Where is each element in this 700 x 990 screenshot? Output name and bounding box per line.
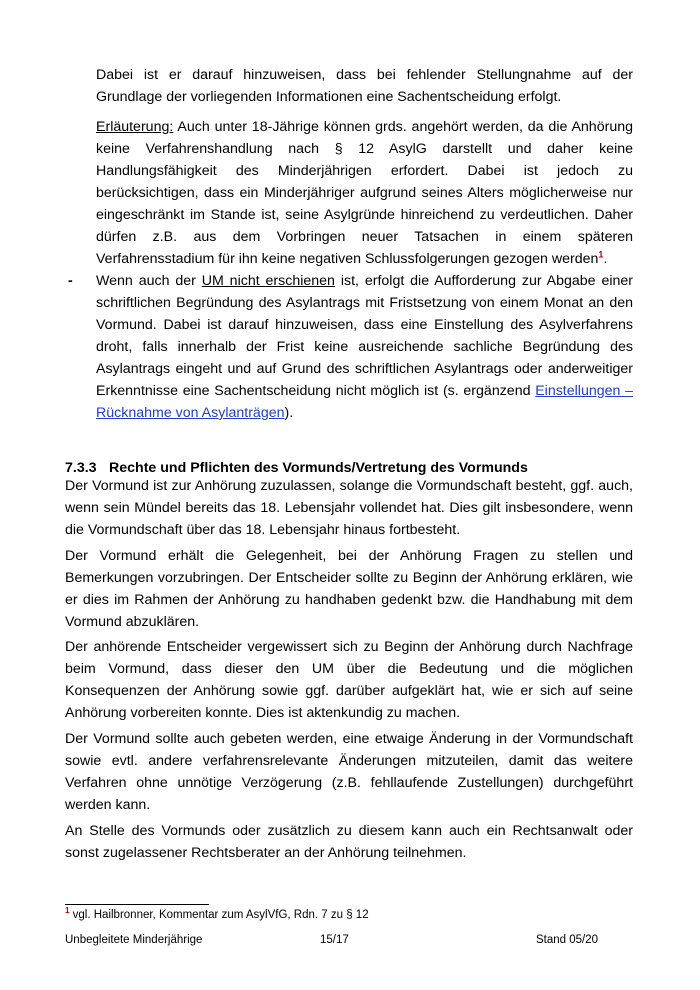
section-paragraph: Der Vormund erhält die Gelegenheit, bei der Anhörung Fragen zu stellen und Bemerkungen vorzubringen. Der Entscheider sollte zu Beginn der Anhörung erklären, wie er dies im Rahmen der Anhörung zu handhaben gedenkt bzw. die Handhabung mit dem Vormund abzuklären.	[65, 548, 633, 630]
footer-page-number: 15/17	[320, 934, 349, 946]
bullet-underlined-phrase: UM nicht erschienen	[201, 273, 335, 289]
footer-title: Unbegleitete Minderjährige	[65, 934, 203, 946]
explanation-end: .	[603, 251, 608, 267]
paragraph-explanation	[96, 116, 633, 270]
explanation-text: Auch unter 18-Jährige können grds. angehört werden, da die Anhörung keine Verfahrenshandlung nach § 12 AsylG darstellt und daher keine Handlungsfähigkeit des Minderjährigen erfordert. Dabei ist jedoch zu berücksichtigen, dass ein Minderjähriger aufgrund seines Alters möglicherweise nur eingeschränkt im Stande ist, seine Asylgründe hinreichend zu verdeutlichen. Daher dürfen z.B. aus dem Vorbringen neuer Tatsachen in einem späteren Verfahrensstadium für ihn keine negativen Schlussfolgerungen gezogen werden	[96, 119, 633, 267]
section-paragraph: Der Vormund ist zur Anhörung zuzulassen, solange die Vormundschaft besteht, ggf. auch, wenn sein Mündel bereits das 18. Lebensjahr vollendet hat. Dies gilt insbesondere, wenn die Vormundschaft über das 18. Lebensjahr hinaus fortbesteht.	[65, 478, 633, 538]
explanation-label: Erläuterung:	[96, 119, 174, 135]
section-number: 7.3.3	[65, 460, 97, 476]
paragraph-hint-text: Dabei ist er darauf hinzuweisen, dass bei fehlender Stellungnahme auf der Grundlage der vorliegenden Informationen eine Sachentscheidung erfolgt.	[96, 67, 633, 105]
footnote	[65, 908, 369, 922]
footnote-reference[interactable]: 1	[598, 249, 604, 260]
footnote-separator	[65, 904, 209, 905]
footnote-number: 1	[65, 906, 70, 916]
section-paragraph: An Stelle des Vormunds oder zusätzlich zu diesem kann auch ein Rechtsanwalt oder sonst zugelassener Rechtsberater an der Anhörung teilnehmen.	[65, 823, 633, 861]
footer-date: Stand 05/20	[536, 934, 599, 946]
section-paragraph: Der Vormund sollte auch gebeten werden, eine etwaige Änderung in der Vormundschaft sowie evtl. andere verfahrensrelevante Änderungen mitzuteilen, damit das weitere Verfahren ohne unnötige Verzögerung (z.B. fehllaufende Zustellungen) durchgeführt werden kann.	[65, 731, 633, 813]
footnote-text: vgl. Hailbronner, Kommentar zum AsylVfG, Rdn. 7 zu § 12	[69, 909, 369, 921]
bullet-marker: -	[68, 273, 73, 289]
section-title: Rechte und Pflichten des Vormunds/Vertretung des Vormunds	[109, 460, 528, 476]
section-paragraph: Der anhörende Entscheider vergewissert sich zu Beginn der Anhörung durch Nachfrage beim Vormund, dass dieser den UM über die Bedeutung und die möglichen Konsequenzen der Anhörung sowie ggf. darüber aufgeklärt hat, wie er sich auf seine Anhörung vorbereiten konnte. Dies ist aktenkundig zu machen.	[65, 639, 633, 721]
bullet-text: ist, erfolgt die Aufforderung zur Abgabe einer schriftlichen Begründung des Asylantrags mit Fristsetzung von einem Monat an den Vormund. Dabei ist darauf hinzuweisen, dass eine Einstellung des Asylverfahrens droht, falls innerhalb der Frist keine ausreichende sachliche Begründung des Asylantrags eingeht und auf Grund des schriftlichen Asylantrags oder anderweitiger Erkenntnisse eine Sachentscheidung nicht möglich ist (s. ergänzend	[96, 273, 634, 399]
link-einstellungen[interactable]: Einstellungen – Rücknahme von Asylanträgen	[96, 383, 634, 421]
bullet-end: ).	[284, 405, 294, 421]
bullet-paragraph	[96, 270, 633, 424]
bullet-intro: Wenn auch der	[96, 273, 202, 289]
paragraph-hint	[96, 64, 633, 108]
